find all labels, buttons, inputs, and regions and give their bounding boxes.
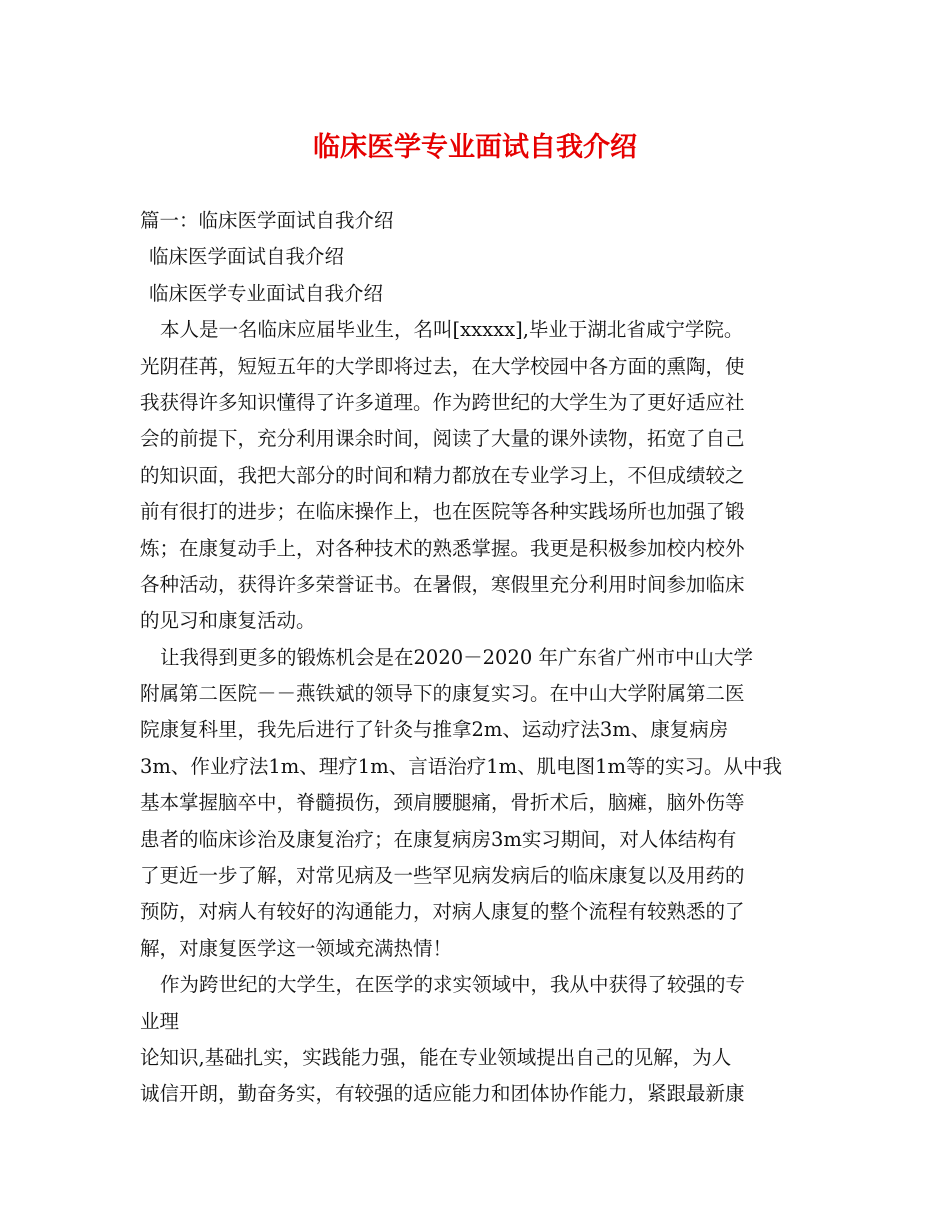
paragraph-line: 附属第二医院－－燕铁斌的领导下的康复实习。在中山大学附属第二医 xyxy=(140,682,745,706)
paragraph-line: 患者的临床诊治及康复治疗；在康复病房3m实习期间，对人体结构有 xyxy=(140,827,737,851)
paragraph-line: 解，对康复医学这一领域充满热情！ xyxy=(140,936,453,960)
paragraph-line: 院康复科里，我先后进行了针灸与推拿2m、运动疗法3m、康复病房 xyxy=(140,718,729,742)
paragraph-line: 光阴荏苒，短短五年的大学即将过去，在大学校园中各方面的熏陶，使 xyxy=(140,354,745,378)
paragraph-line: 诚信开朗，勤奋务实，有较强的适应能力和团体协作能力，紧跟最新康 xyxy=(140,1082,745,1106)
paragraph-line: 作为跨世纪的大学生，在医学的求实领域中，我从中获得了较强的专 xyxy=(160,973,746,997)
paragraph-line: 我获得许多知识懂得了许多道理。作为跨世纪的大学生为了更好适应社 xyxy=(140,390,745,414)
paragraph-line: 各种活动，获得许多荣誉证书。在暑假，寒假里充分利用时间参加临床 xyxy=(140,572,745,596)
paragraph-line: 的知识面，我把大部分的时间和精力都放在专业学习上，不但成绩较之 xyxy=(140,463,745,487)
paragraph-line: 炼；在康复动手上，对各种技术的熟悉掌握。我更是积极参加校内校外 xyxy=(140,536,745,560)
paragraph-line: 业理 xyxy=(140,1009,180,1033)
paragraph-line: 基本掌握脑卒中，脊髓损伤，颈肩腰腿痛，骨折术后，脑瘫，脑外伤等 xyxy=(140,791,745,815)
paragraph-line: 了更近一步了解，对常见病及一些罕见病发病后的临床康复以及用药的 xyxy=(140,864,745,888)
paragraph-line: 的见习和康复活动。 xyxy=(140,609,316,633)
subtitle-line: 临床医学面试自我介绍 xyxy=(149,245,345,269)
document-title: 临床医学专业面试自我介绍 xyxy=(313,132,637,163)
subtitle-line: 临床医学专业面试自我介绍 xyxy=(149,281,384,305)
paragraph-line: 本人是一名临床应届毕业生，名叫[xxxxx],毕业于湖北省咸宁学院。 xyxy=(160,318,744,342)
section-heading: 篇一：临床医学面试自我介绍 xyxy=(140,209,394,232)
paragraph-line: 论知识,基础扎实，实践能力强，能在专业领域提出自己的见解，为人 xyxy=(140,1045,732,1069)
document-body xyxy=(140,203,812,1113)
paragraph-line: 3m、作业疗法1m、理疗1m、言语治疗1m、肌电图1m等的实习。从中我 xyxy=(140,754,782,778)
paragraph-line: 预防，对病人有较好的沟通能力，对病人康复的整个流程有较熟悉的了 xyxy=(140,900,745,924)
paragraph-line: 让我得到更多的锻炼机会是在2020－2020 年广东省广州市中山大学 xyxy=(160,645,753,669)
paragraph-line: 前有很打的进步；在临床操作上，也在医院等各种实践场所也加强了锻 xyxy=(140,500,745,524)
paragraph-line: 会的前提下，充分利用课余时间，阅读了大量的课外读物，拓宽了自己 xyxy=(140,427,745,451)
